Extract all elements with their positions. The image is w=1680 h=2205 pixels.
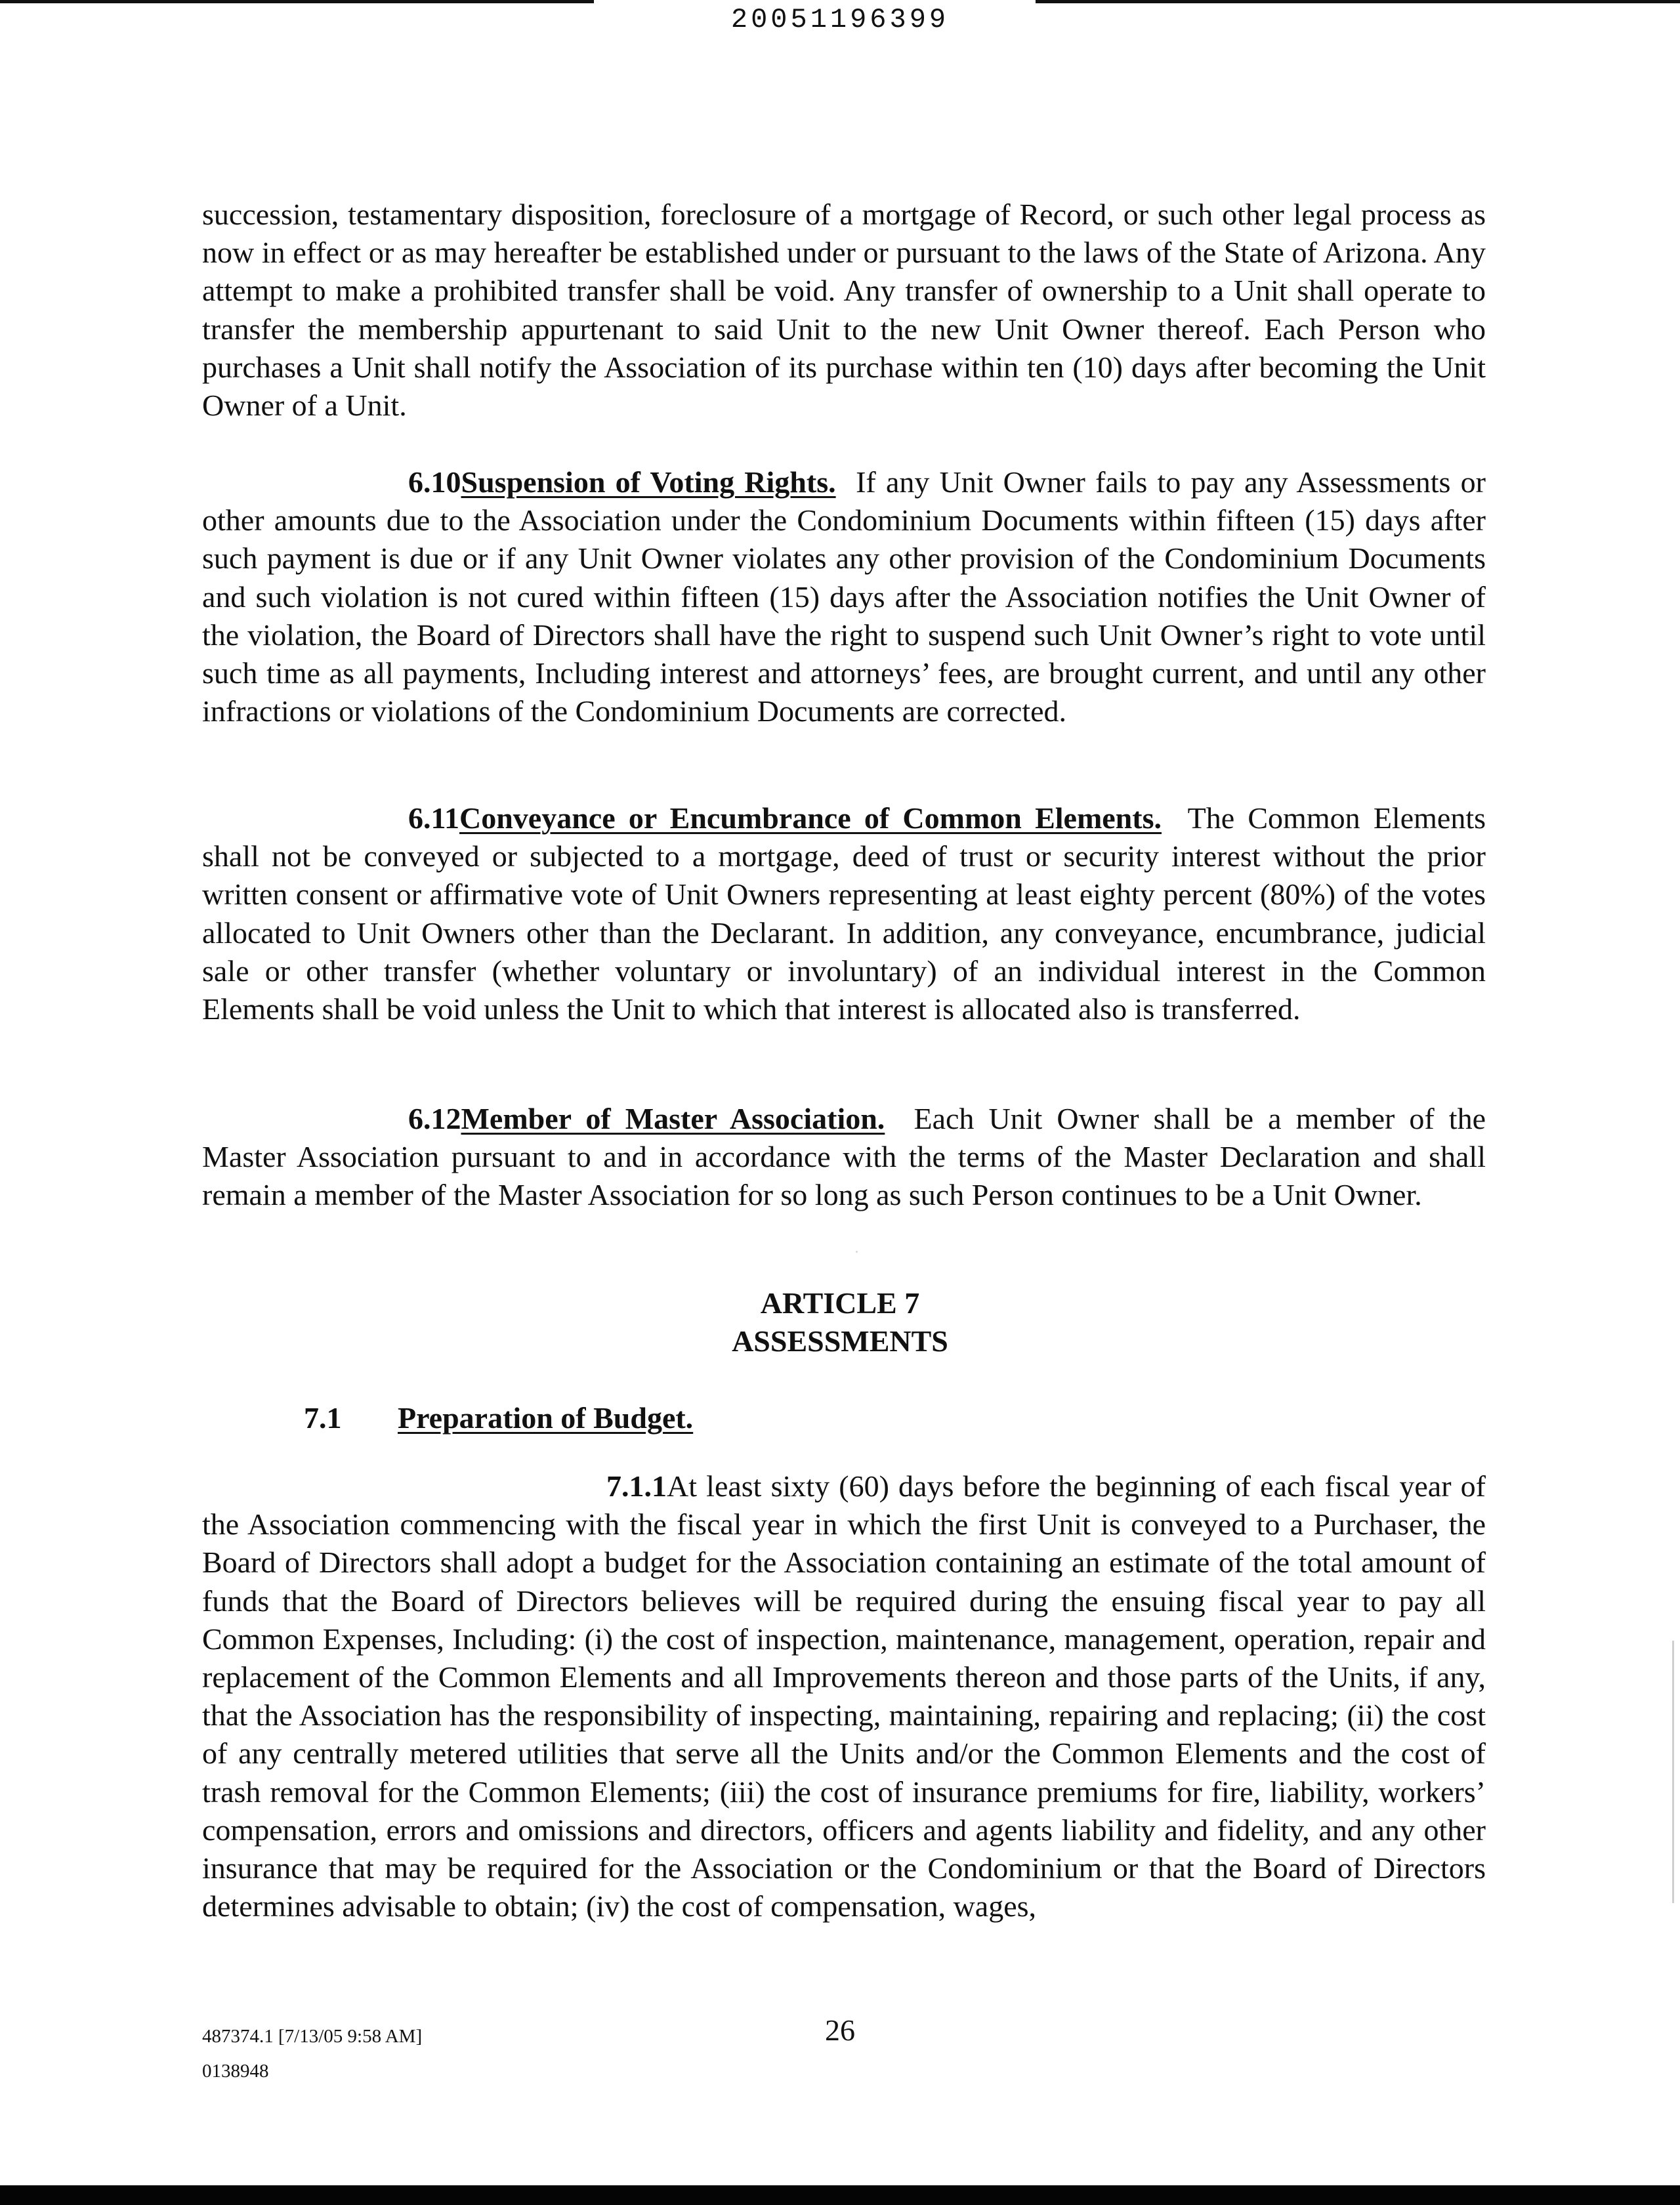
section-text: If any Unit Owner fails to pay any Assessments or other amounts due to the Association under the Condominium Documents within fifteen (15) days after such payment is due or if any Unit Owner violates any other provision of the Condominium Documents and such violation is not cured within fifteen (15) days after the Association notifies the Unit Owner of the violation, the Board of Directors shall have the right to suspend such Unit Owner’s right to vote until such time as all payments, Including interest and attorneys’ fees, are brought current, and until any other infractions or violations of the Condominium Documents are corrected. (202, 465, 1486, 728)
scan-edge-mark (1672, 1641, 1674, 1903)
bottom-scan-border (0, 2185, 1680, 2205)
section-heading: Preparation of Budget. (398, 1401, 694, 1435)
section-7-1-heading (304, 1399, 693, 1437)
section-6-11-paragraph (202, 799, 1486, 1028)
section-6-12-paragraph (202, 1100, 1486, 1215)
section-number: 6.11 (408, 801, 459, 835)
article-title: ARTICLE 7 (760, 1286, 920, 1320)
section-6-10-paragraph (202, 463, 1486, 730)
document-number: 20051196399 (730, 4, 950, 35)
section-6-12 (202, 1100, 1486, 1215)
section-6-10 (202, 463, 1486, 730)
section-7-1-1-paragraph (202, 1467, 1486, 1925)
footer-reference: 487374.1 [7/13/05 9:58 AM] (202, 2026, 423, 2047)
article-subtitle: ASSESSMENTS (732, 1324, 948, 1358)
section-text: Each Unit Owner shall be a member of the Master Association pursuant to and in accordance with the terms of the Master Declaration and shall remain a member of the Master Association for so long as such Person continues to be a Unit Owner. (202, 1102, 1486, 1212)
section-text: At least sixty (60) days before the beginning of each fiscal year of the Association commencing with the fiscal year in which the first Unit is conveyed to a Purchaser, the Board of Directors shall adopt a budget for the Association containing an estimate of the total amount of funds that the Board of Directors believes will be required during the ensuing fiscal year to pay all Common Expenses, Including: (i) the cost of inspection, maintenance, management, operation, repair and replacement of the Common Elements and all Improvements thereon and those parts of the Units, if any, that the Association has the responsibility of inspecting, maintaining, repairing and replacing; (ii) the cost of any centrally metered utilities that serve all the Units and/or the Common Elements and the cost of trash removal for the Common Elements; (iii) the cost of insurance premiums for fire, liability, workers’ compensation, errors and omissions and directors, officers and agents liability and fidelity, and any other insurance that may be required for the Association or the Condominium or that the Board of Directors determines advisable to obtain; (iv) the cost of compensation, wages, (202, 1469, 1486, 1923)
section-heading: Conveyance or Encumbrance of Common Elements. (459, 801, 1162, 835)
footer-file-number: 0138948 (202, 2061, 269, 2082)
intro-paragraph: succession, testamentary disposition, foreclosure of a mortgage of Record, or such other legal process as now in effect or as may hereafter be established under or pursuant to the laws of the State of Arizona. Any attempt to make a prohibited transfer shall be void. Any transfer of ownership to a Unit shall operate to transfer the membership appurtenant to said Unit to the new Unit Owner thereof. Each Person who purchases a Unit shall notify the Association of its purchase within ten (10) days after becoming the Unit Owner of a Unit. (202, 198, 1486, 423)
page-number: 26 (825, 2013, 855, 2047)
section-heading: Suspension of Voting Rights. (461, 465, 836, 499)
section-number: 7.1.1 (606, 1469, 667, 1503)
intro-paragraph-block (202, 196, 1486, 425)
scan-speck (856, 1251, 858, 1253)
section-number: 6.10 (408, 465, 461, 499)
section-7-1-1 (202, 1467, 1486, 1925)
section-number: 6.12 (408, 1102, 461, 1135)
section-heading: Member of Master Association. (461, 1102, 885, 1135)
section-6-11 (202, 799, 1486, 1028)
section-number: 7.1 (304, 1401, 342, 1435)
section-text: The Common Elements shall not be conveyed or subjected to a mortgage, deed of trust or security interest without the prior written consent or affirmative vote of Unit Owners representing at least eighty percent (80%) of the votes allocated to Unit Owners other than the Declarant. In addition, any conveyance, encumbrance, judicial sale or other transfer (whether voluntary or involuntary) of an individual interest in the Common Elements shall be void unless the Unit to which that interest is allocated also is transferred. (202, 801, 1486, 1026)
